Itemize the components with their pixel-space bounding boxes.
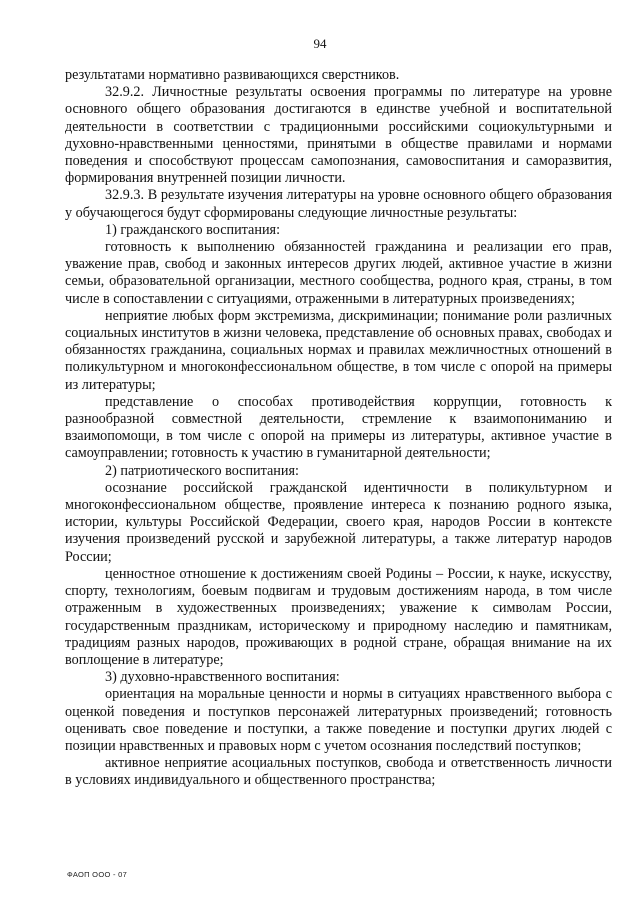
paragraph-asocial-rejection: активное неприятие асоциальных поступков, свобода и ответственность личности в условиях индивидуального и общественного пространства; (65, 755, 612, 789)
footer-document-code: ФАОП ООО - 07 (67, 870, 128, 879)
paragraph-extremism-rejection: неприятие любых форм экстремизма, дискриминации; понимание роли различных социальных институтов в жизни человека, представление об основных правах, свободах и обязанностях гражданина, социальных нормах и правилах межличностных отношений в поликультурном и многоконфессиональном обществе, в том числе с опорой на примеры из литературы; (65, 307, 612, 393)
heading-patriotic-education: 2) патриотического воспитания: (105, 462, 299, 479)
heading-civic-education: 1) гражданского воспитания: (105, 221, 281, 238)
paragraph-russian-identity: осознание российской гражданской идентичности в поликультурном и многоконфессиональном обществе, проявление интереса к познанию родного языка, истории, культуры Российской Федерации, своего края, народов России в контексте изучения произведений русской и зарубежной литературы, а также литератур народов России; (65, 479, 612, 565)
paragraph-moral-values: ориентация на моральные ценности и нормы в ситуациях нравственного выбора с оценкой поведения и поступков персонажей литературных произведений; готовность оценивать свое поведение и поступки, а также поведение и поступки других людей с позиции нравственных и правовых норм с учетом осознания последствий поступков; (65, 686, 612, 754)
paragraph-value-attitude: ценностное отношение к достижениям своей Родины – России, к науке, искусству, спорту, технологиям, боевым подвигам и трудовым достижениям народа, в том числе отраженным в художественных произведениях; уважение к символам России, государственным праздникам, историческому и природному наследию и памятникам, традициям разных народов, проживающих в родной стране, обращая внимание на их воплощение в литературе; (65, 565, 612, 668)
page-number: 94 (313, 36, 327, 51)
heading-moral-education: 3) духовно-нравственного воспитания: (105, 669, 340, 686)
paragraph-continuation: результатами нормативно развивающихся сверстников. (65, 67, 400, 83)
page-body (65, 67, 612, 790)
paragraph-32-9-3: 32.9.3. В результате изучения литературы на уровне основного общего образования у обучающегося будут сформированы следующие личностные результаты: (65, 187, 612, 221)
paragraph-anti-corruption: представление о способах противодействия коррупции, готовность к разнообразной совместной деятельности, стремление к взаимопониманию и взаимопомощи, в том числе с опорой на примеры из литературы, активное участие в самоуправлении; готовность к участию в гуманитарной деятельности; (65, 393, 612, 462)
paragraph-32-9-2: 32.9.2. Личностные результаты освоения программы по литературе на уровне основного общего образования достигаются в единстве учебной и воспитательной деятельности в соответствии с традиционными российскими социокультурными и духовно-нравственными ценностями, принятыми в обществе правилами и нормами поведения и способствуют процессам самопознания, самовоспитания и саморазвития, формирования внутренней позиции личности. (65, 84, 612, 187)
paragraph-civic-duties: готовность к выполнению обязанностей гражданина и реализации его прав, уважение прав, свобод и законных интересов других людей, активное участие в жизни семьи, образовательной организации, местного сообщества, родного края, страны, в том числе в сопоставлении с ситуациями, отраженными в литературных произведениях; (65, 239, 612, 307)
